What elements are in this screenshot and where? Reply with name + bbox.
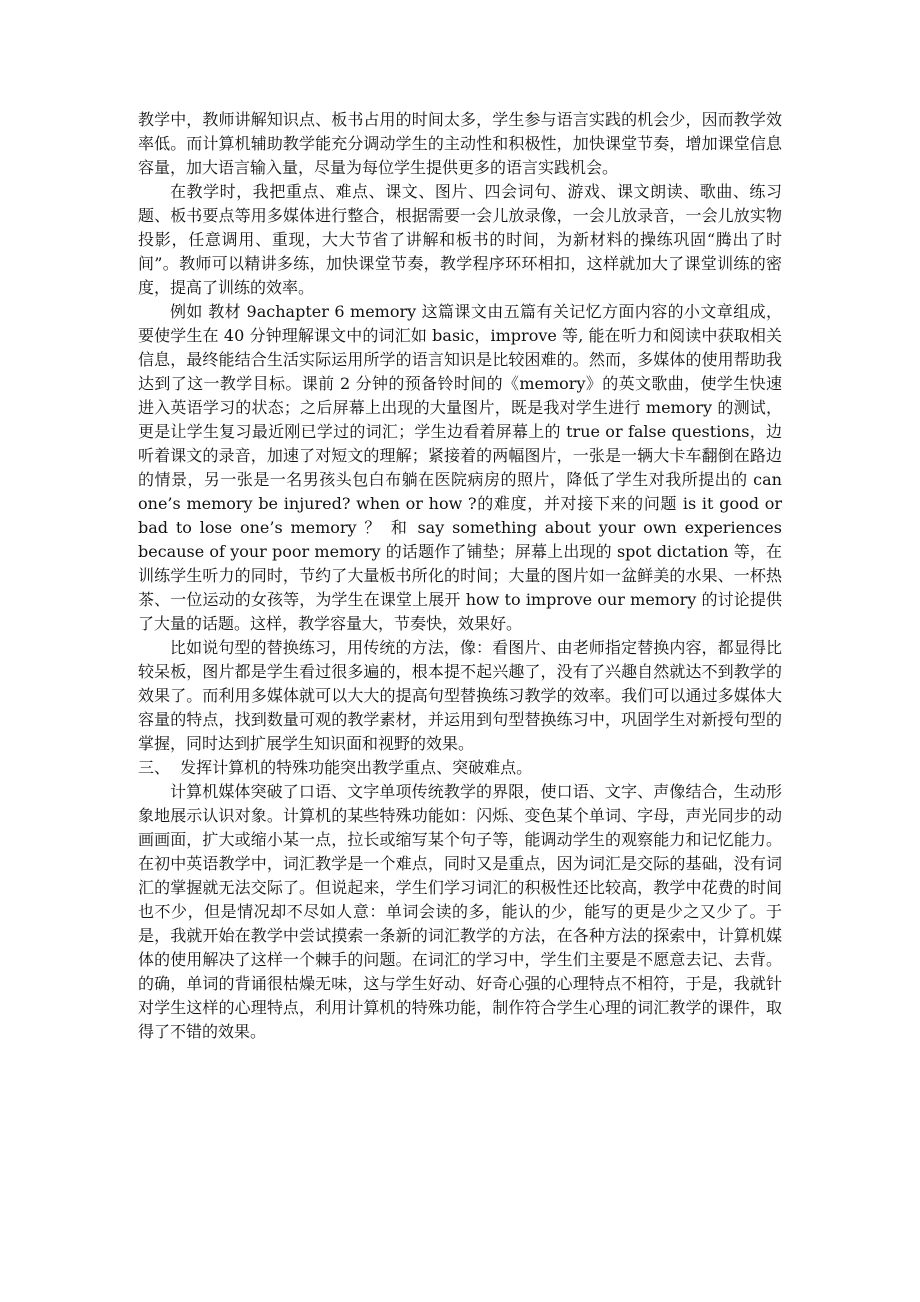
document-page (138, 108, 782, 1044)
paragraph-memory-example: 例如 教材 9achapter 6 memory 这篇课文由五篇有关记忆方面内容的小文章组成，要使学生在 40 分钟理解课文中的词汇如 basic，improve 等, 能在听力和阅读中获取相关信息，最终能结合生活实际运用所学的语言知识是比较困难的。然而，多媒体的使用帮助我达到了这一教学目标。课前 2 分钟的预备铃时间的《memory》的英文歌曲，使学生快速进入英语学习的状态；之后屏幕上出现的大量图片，既是我对学生进行 memory 的测试，更是让学生复习最近刚已学过的词汇；学生边看着屏幕上的 true or false questions，边听着课文的录音，加速了对短文的理解；紧接着的两幅图片，一张是一辆大卡车翻倒在路边的情景，另一张是一名男孩头包白布躺在医院病房的照片，降低了学生对我所提出的 can one’s memory be injured? when or how ?的难度，并对接下来的问题 is it good or bad to lose one’s memory ？ 和 say something about your own experiences because of your poor memory 的话题作了铺垫；屏幕上出现的 spot dictation 等，在训练学生听力的同时，节约了大量板书所化的时间；大量的图片如一盆鲜美的水果、一杯热茶、一位运动的女孩等，为学生在课堂上展开 how to improve our memory 的讨论提供了大量的话题。这样，教学容量大，节奏快，效果好。 (138, 302, 782, 633)
paragraph-multimedia-integration: 在教学时，我把重点、难点、课文、图片、四会词句、游戏、课文朗读、歌曲、练习题、板书要点等用多媒体进行整合，根据需要一会儿放录像，一会儿放录音，一会儿放实物投影，任意调用、重现，大大节省了讲解和板书的时间，为新材料的操练巩固“腾出了时间”。教师可以精讲多练，加快课堂节奏，教学程序环环相扣，这样就加大了课堂训练的密度，提高了训练的效率。 (138, 182, 782, 297)
section-heading-three: 三、 发挥计算机的特殊功能突出教学重点、突破难点。 (138, 758, 533, 777)
paragraph-sentence-pattern: 比如说句型的替换练习，用传统的方法，像：看图片、由老师指定替换内容，都显得比较呆板，图片都是学生看过很多遍的，根本提不起兴趣了，没有了兴趣自然就达不到教学的效果了。而利用多媒体就可以大大的提高句型替换练习教学的效率。我们可以通过多媒体大容量的特点，找到数量可观的教学素材，并运用到句型替换练习中，巩固学生对新授句型的掌握，同时达到扩展学生知识面和视野的效果。 (138, 638, 782, 753)
paragraph-vocabulary-teaching: 计算机媒体突破了口语、文字单项传统教学的界限，使口语、文字、声像结合，生动形象地展示认识对象。计算机的某些特殊功能如：闪烁、变色某个单词、字母，声光同步的动画画面，扩大或缩小某一点，拉长或缩写某个句子等，能调动学生的观察能力和记忆能力。在初中英语教学中，词汇教学是一个难点，同时又是重点，因为词汇是交际的基础，没有词汇的掌握就无法交际了。但说起来，学生们学习词汇的积极性还比较高，教学中花费的时间也不少，但是情况却不尽如人意：单词会读的多，能认的少，能写的更是少之又少了。于是，我就开始在教学中尝试摸索一条新的词汇教学的方法，在各种方法的探索中，计算机媒体的使用解决了这样一个棘手的问题。在词汇的学习中，学生们主要是不愿意去记、去背。的确，单词的背诵很枯燥无味，这与学生好动、好奇心强的心理特点不相符，于是，我就针对学生这样的心理特点，利用计算机的特殊功能，制作符合学生心理的词汇教学的课件，取得了不错的效果。 (138, 782, 782, 1041)
paragraph-intro: 教学中，教师讲解知识点、板书占用的时间太多，学生参与语言实践的机会少，因而教学效率低。而计算机辅助教学能充分调动学生的主动性和积极性，加快课堂节奏，增加课堂信息容量，加大语言输入量，尽量为每位学生提供更多的语言实践机会。 (138, 110, 782, 177)
